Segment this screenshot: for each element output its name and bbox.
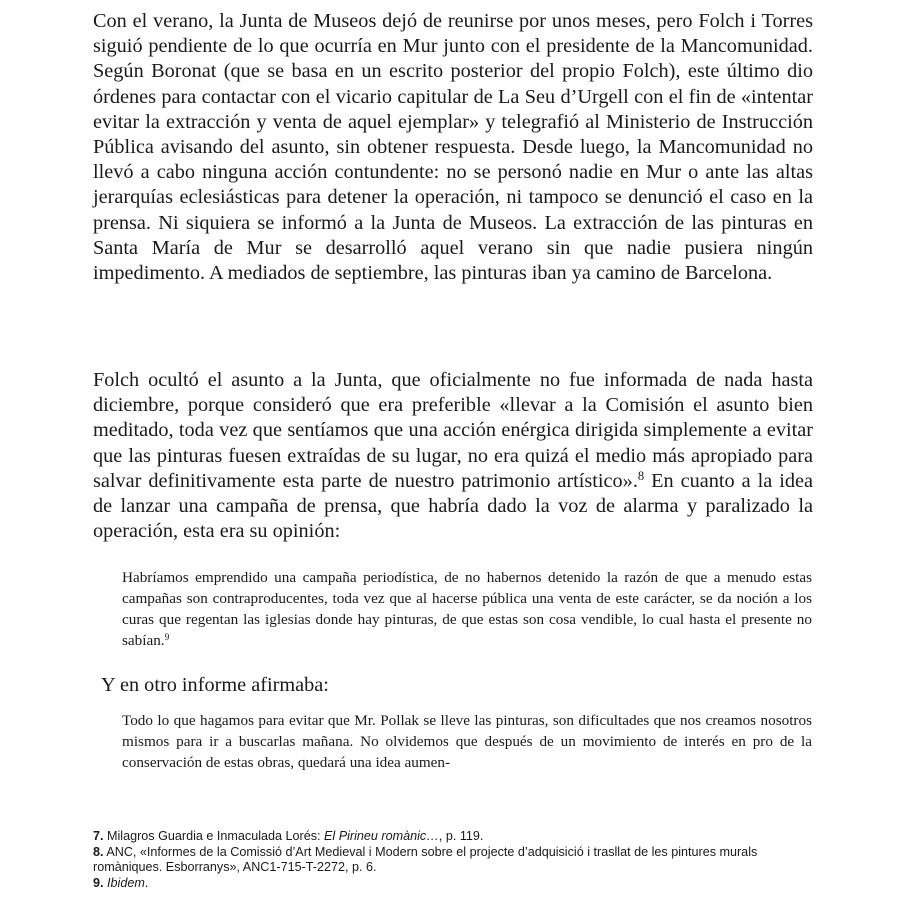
footnote-text: Milagros Guardia e Inmaculada Lorés:	[107, 829, 325, 843]
block-quote-2: Todo lo que hagamos para evitar que Mr. Pollak se lleve las pinturas, son dificultades que nos creamos nosotros mismos para ir a buscarlas mañana. No olvidemos que después de un movimiento de interés en pro de la conservación de estas obras, quedará una idea aumen-	[122, 712, 812, 771]
footnote-text-end: , p. 119.	[438, 829, 484, 843]
footnote-italic-title: Ibidem	[107, 875, 145, 890]
footnotes	[93, 829, 823, 891]
body-paragraph-2	[93, 368, 813, 544]
footnote-ref-9: 9	[164, 632, 170, 643]
footnote-text-end: .	[144, 875, 149, 890]
footnote-ref-8: 8	[637, 468, 645, 483]
footnote-italic-title: El Pirineu romànic…	[324, 829, 439, 843]
footnote-number: 7.	[93, 829, 104, 843]
block-quote-1	[122, 567, 812, 651]
paragraph-2-continuation: En cuanto a la idea de lanzar una campaña de prensa, que habría dado la voz de alarma y paralizado la operación, esta era su opinión:	[93, 469, 814, 543]
quote-intro: Y en otro informe afirmaba:	[101, 674, 329, 696]
footnote-7	[93, 829, 823, 845]
footnote-text: ANC, «Informes de la Comissió d’Art Medieval i Modern sobre el projecte d’adquisició i trasllat de les pintures murals romàniques. Esborranys», ANC1-715-T-2272, p. 6.	[93, 844, 758, 875]
footnote-9	[93, 876, 823, 892]
footnote-number: 9.	[93, 875, 104, 890]
footnote-8	[93, 845, 823, 876]
body-paragraph-1: Con el verano, la Junta de Museos dejó de reunirse por unos meses, pero Folch i Torres siguió pendiente de lo que ocurría en Mur junto con el presidente de la Mancomunidad. Según Boronat (que se basa en un escrito posterior del propio Folch), este último dio órdenes para contactar con el vicario capitular de La Seu d’Urgell con el fin de «intentar evitar la extracción y venta de aquel ejemplar» y telegrafió al Ministerio de Instrucción Pública avisando del asunto, sin obtener respuesta. Desde luego, la Mancomunidad no llevó a cabo ninguna acción contundente: no se personó nadie en Mur o ante las altas jerarquías eclesiásticas para detener la operación, ni tampoco se denunció el caso en la prensa. Ni siquiera se informó a la Junta de Museos. La extracción de las pinturas en Santa María de Mur se desarrolló aquel verano sin que nadie pusiera ningún impedimento. A mediados de septiembre, las pinturas iban ya camino de Barcelona.	[93, 10, 813, 285]
quote-1-text: Habríamos emprendido una campaña periodística, de no habernos detenido la razón de que a menudo estas campañas son contraproducentes, toda vez que al hacerse pública una venta de este carácter, se da noción a los curas que regentan las iglesias donde hay pinturas, de que estas son cosa vendible, lo cual hasta el presente no sabían.	[122, 569, 812, 649]
footnote-number: 8.	[93, 844, 104, 859]
paragraph-2-text: Folch ocultó el asunto a la Junta, que oficialmente no fue informada de nada hasta diciembre, porque consideró que era preferible «llevar a la Comisión el asunto bien meditado, toda vez que sentíamos que una acción enérgica dirigida simplemente a evitar que las pinturas fuesen extraídas de su lugar, no era quizá el medio más apropiado para salvar definitivamente esta parte de nuestro patrimonio artístico».	[93, 369, 813, 492]
